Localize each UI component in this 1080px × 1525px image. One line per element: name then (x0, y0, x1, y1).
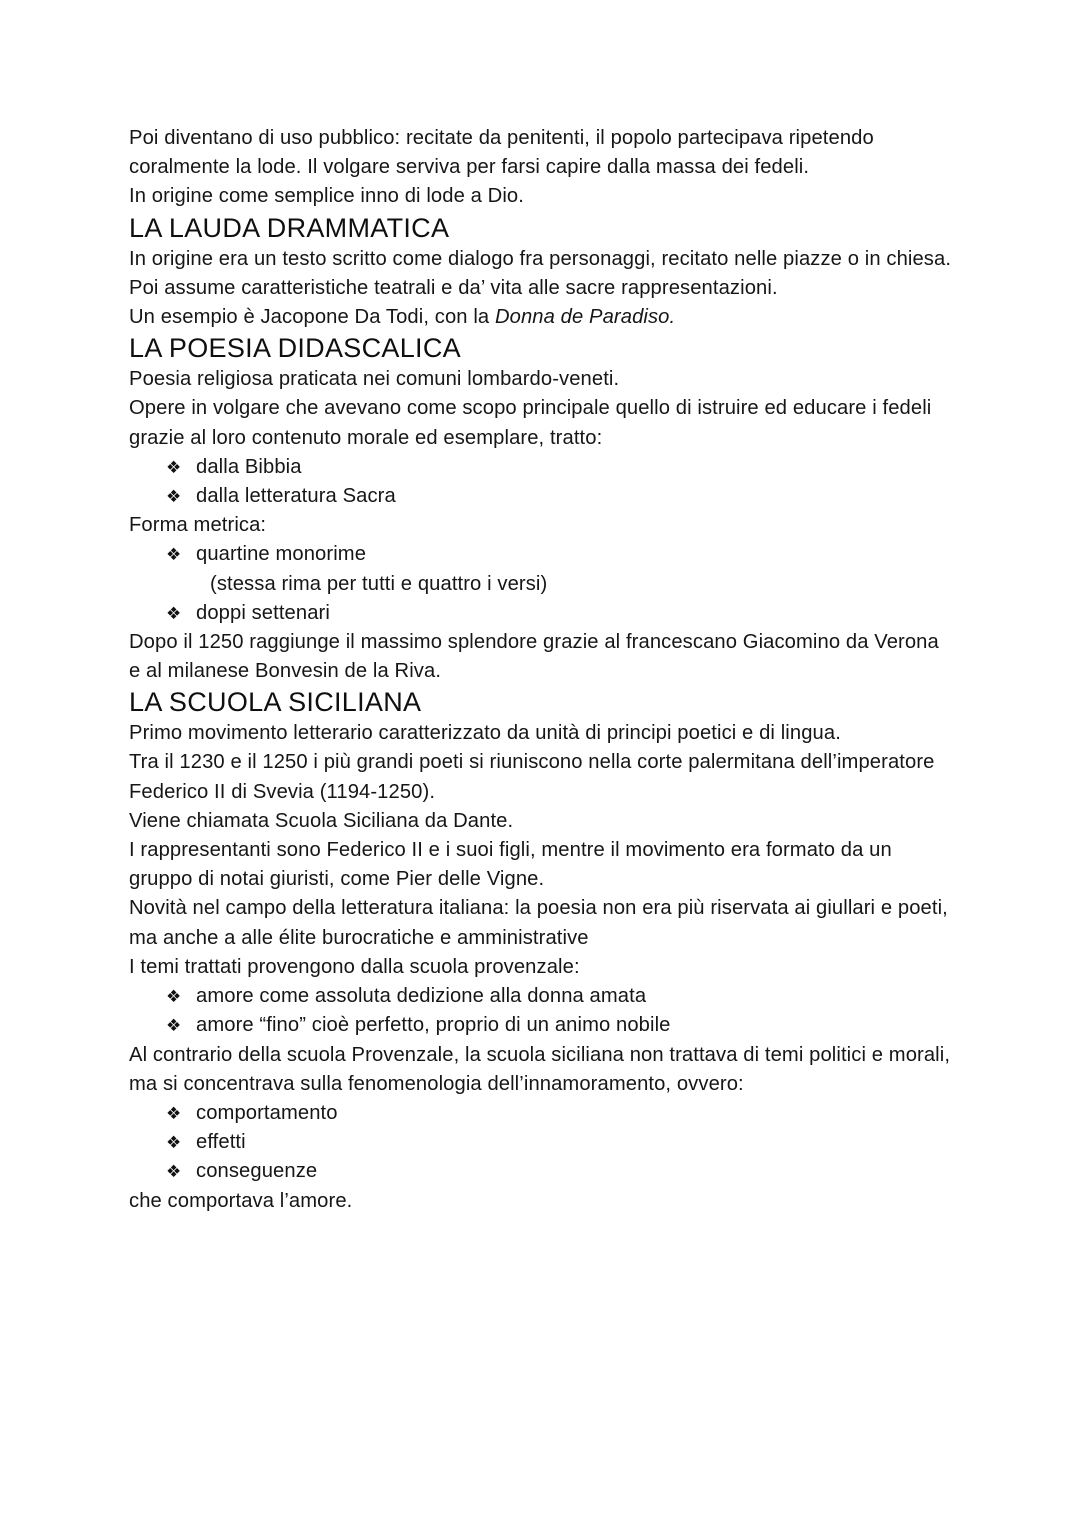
intro-paragraph-1: Poi diventano di uso pubblico: recitate da penitenti, il popolo partecipava ripetendo coralmente la lode. Il volgare serviva per farsi capire dalla massa dei fedeli. (129, 127, 874, 179)
siciliana-line-3: Viene chiamata Scuola Siciliana da Dante. (129, 809, 514, 832)
lauda-work-title: Donna de Paradiso. (494, 305, 676, 328)
siciliana-themes-list (129, 982, 953, 1040)
diamond-bullet-icon: ❖ (166, 457, 182, 477)
didascalica-line-2: Opere in volgare che avevano come scopo principale quello di istruire ed educare i fedeli grazie al loro contenuto morale ed esemplare, tratto: (129, 397, 932, 449)
list-item-label: amore “fino” cioè perfetto, proprio di un animo nobile (196, 1014, 671, 1037)
siciliana-phenomenology-list (129, 1099, 953, 1187)
list-item-label: effetti (196, 1131, 246, 1154)
didascalica-closing-paragraph: Dopo il 1250 raggiunge il massimo splendore grazie al francescano Giacomino da Verona e al milanese Bonvesin de la Riva. (129, 630, 939, 683)
lauda-line-3 (129, 303, 953, 332)
list-item (129, 1128, 953, 1157)
siciliana-contrast-paragraph: Al contrario della scuola Provenzale, la scuola siciliana non trattava di temi politici e morali, ma si concentrava sulla fenomenologia dell’innamoramento, ovvero: (129, 1043, 951, 1095)
lauda-line-2: Poi assume caratteristiche teatrali e da’ vita alle sacre rappresentazioni. (129, 276, 778, 299)
heading-lauda-drammatica: LA LAUDA DRAMMATICA (129, 212, 450, 243)
diamond-bullet-icon: ❖ (166, 1133, 182, 1153)
list-item (129, 453, 953, 482)
list-item-label: dalla letteratura Sacra (196, 484, 396, 507)
siciliana-final-line: che comportava l’amore. (129, 1189, 353, 1212)
didascalica-metrics-list-2 (129, 599, 953, 628)
diamond-bullet-icon: ❖ (166, 1103, 182, 1123)
siciliana-line-4: I rappresentanti sono Federico II e i suoi figli, mentre il movimento era formato da un gruppo di notai giuristi, come Pier delle Vigne. (129, 839, 892, 891)
heading-scuola-siciliana: LA SCUOLA SICILIANA (129, 687, 422, 718)
list-item-label: quartine monorime (196, 543, 367, 566)
list-item (129, 1011, 953, 1040)
siciliana-line-6: I temi trattati provengono dalla scuola provenzale: (129, 955, 580, 978)
intro-block (129, 124, 953, 212)
list-item-label: dalla Bibbia (196, 455, 302, 478)
diamond-bullet-icon: ❖ (166, 1162, 182, 1182)
list-item-label: comportamento (196, 1101, 338, 1124)
list-item (129, 1157, 953, 1186)
didascalica-metrics-list (129, 540, 953, 569)
didascalica-line-1: Poesia religiosa praticata nei comuni lombardo-veneti. (129, 368, 620, 391)
list-item-label: conseguenze (196, 1160, 318, 1183)
heading-poesia-didascalica: LA POESIA DIDASCALICA (129, 333, 461, 364)
diamond-bullet-icon: ❖ (166, 603, 182, 623)
diamond-bullet-icon: ❖ (166, 486, 182, 506)
section-poesia-didascalica (129, 332, 953, 686)
didascalica-forma-metrica-label: Forma metrica: (129, 514, 267, 537)
list-item (129, 1099, 953, 1128)
intro-paragraph-2: In origine come semplice inno di lode a Dio. (129, 185, 524, 208)
document-body (129, 124, 953, 1216)
list-item (129, 482, 953, 511)
list-item (129, 540, 953, 569)
didascalica-sources-list (129, 453, 953, 511)
siciliana-line-2: Tra il 1230 e il 1250 i più grandi poeti si riuniscono nella corte palermitana dell’imperatore Federico II di Svevia (1194-1250). (129, 751, 935, 803)
list-item (129, 599, 953, 628)
list-item-label: doppi settenari (196, 601, 330, 624)
section-lauda-drammatica (129, 212, 953, 333)
diamond-bullet-icon: ❖ (166, 987, 182, 1007)
list-item (129, 982, 953, 1011)
list-item-label: amore come assoluta dedizione alla donna amata (196, 985, 647, 1008)
diamond-bullet-icon: ❖ (166, 545, 182, 565)
diamond-bullet-icon: ❖ (166, 1016, 182, 1036)
lauda-example-prefix: Un esempio è Jacopone Da Todi, con la (129, 305, 495, 328)
lauda-line-1: In origine era un testo scritto come dialogo fra personaggi, recitato nelle piazze o in chiesa. (129, 247, 952, 270)
siciliana-line-5: Novità nel campo della letteratura italiana: la poesia non era più riservata ai giullari e poeti, ma anche a alle élite burocratiche e amministrative (129, 897, 948, 949)
siciliana-line-1: Primo movimento letterario caratterizzato da unità di principi poetici e di lingua. (129, 722, 841, 745)
didascalica-subnote: (stessa rima per tutti e quattro i versi) (210, 572, 548, 595)
section-scuola-siciliana (129, 686, 953, 1215)
